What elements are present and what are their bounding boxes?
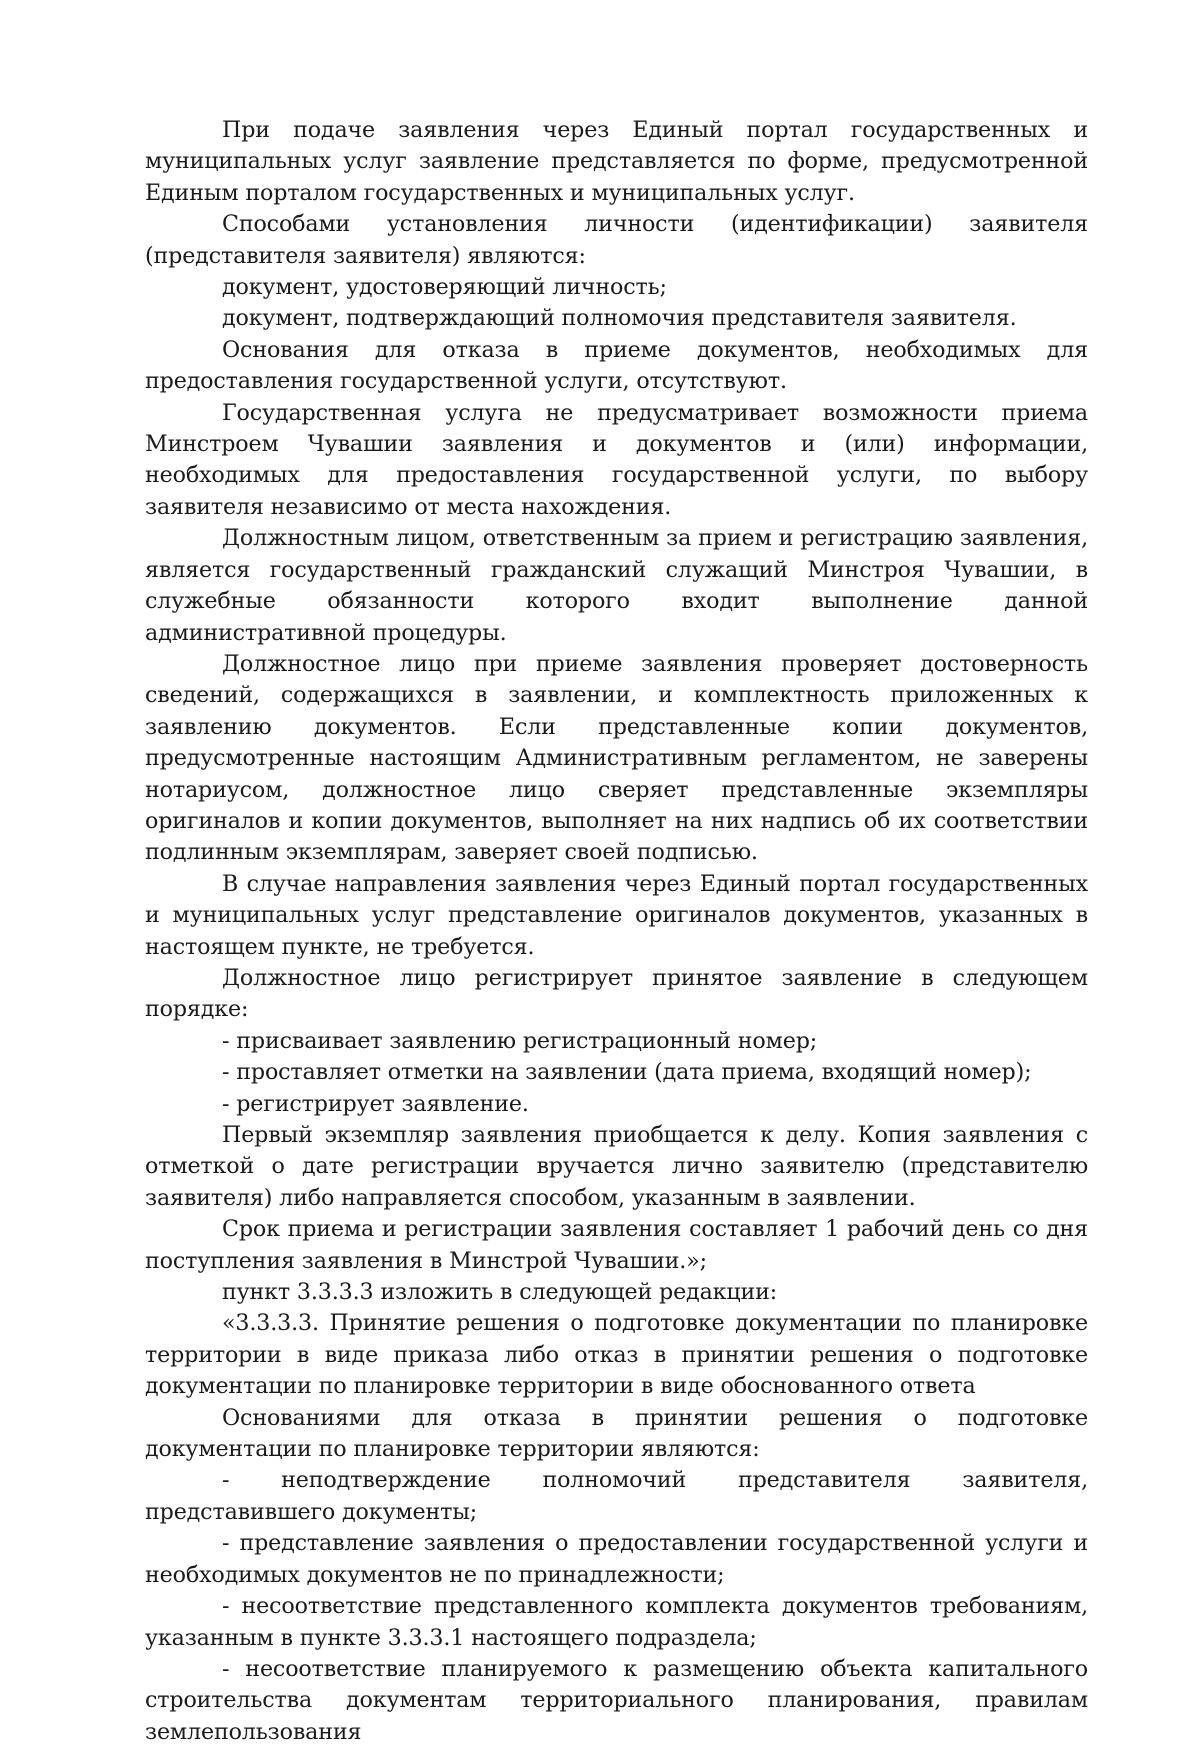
paragraph: Должностное лицо регистрирует принятое заявление в следующем порядке: (145, 964, 1088, 1023)
list-item: - несоответствие планируемого к размещению объекта капитального строительства документам территориального планирования, правилам землепользования (145, 1655, 1088, 1745)
paragraph: пункт 3.3.3.3 изложить в следующей редакции: (222, 1279, 778, 1306)
paragraph: Основания для отказа в приеме документов, необходимых для предоставления государственной услуги, отсутствуют. (145, 336, 1088, 395)
paragraph: В случае направления заявления через Единый портал государственных и муниципальных услуг представление оригиналов документов, указанных в настоящем пункте, не требуется. (145, 870, 1088, 960)
paragraph: Способами установления личности (идентификации) заявителя (представителя заявителя) являются: (145, 211, 1088, 269)
document-body (145, 115, 1088, 1748)
paragraph: Первый экземпляр заявления приобщается к делу. Копия заявления с отметкой о дате регистрации вручается лично заявителю (представителю заявителя) либо направляется способом, указанным в заявлении. (145, 1122, 1088, 1211)
list-item: - представление заявления о предоставлении государственной услуги и необходимых документов не по принадлежности; (145, 1530, 1088, 1588)
paragraph: Основаниями для отказа в принятии решения о подготовке документации по планировке территории являются: (145, 1404, 1088, 1463)
paragraph: Срок приема и регистрации заявления составляет 1 рабочий день со дня поступления заявления в Минстрой Чувашии.»; (145, 1216, 1088, 1274)
paragraph: Государственная услуга не предусматривает возможности приема Минстроем Чувашии заявления и документов и (или) информации, необходимых для предоставления государственной услуги, по выбору заявителя независимо от места нахождения. (145, 399, 1088, 520)
list-item: - неподтверждение полномочий представителя заявителя, представившего документы; (145, 1467, 1088, 1525)
paragraph: документ, подтверждающий полномочия представителя заявителя. (222, 305, 1017, 332)
paragraph: документ, удостоверяющий личность; (222, 274, 667, 301)
list-item: - проставляет отметки на заявлении (дата приема, входящий номер); (222, 1059, 1032, 1086)
list-item: - присваивает заявлению регистрационный номер; (222, 1027, 818, 1054)
list-item: - регистрирует заявление. (222, 1090, 529, 1117)
list-item: - несоответствие представленного комплекта документов требованиям, указанным в пункте 3.3.3.1 настоящего подраздела; (145, 1593, 1088, 1651)
paragraph: Должностным лицом, ответственным за прием и регистрацию заявления, является государственный гражданский служащий Минстроя Чувашии, в служебные обязанности которого входит выполнение данной административной процедуры. (145, 525, 1088, 646)
paragraph: Должностное лицо при приеме заявления проверяет достоверность сведений, содержащихся в заявлении, и комплектность приложенных к заявлению документов. Если представленные копии документов, предусмотренные настоящим Административным регламентом, не заверены нотариусом, должностное лицо сверяет представленные экземпляры оригиналов и копии документов, выполняет на них надпись об их соответствии подлинным экземплярам, заверяет своей подписью. (145, 650, 1088, 866)
paragraph: При подаче заявления через Единый портал государственных и муниципальных услуг заявление представляется по форме, предусмотренной Единым порталом государственных и муниципальных услуг. (145, 117, 1088, 206)
paragraph: «3.3.3.3. Принятие решения о подготовке документации по планировке территории в виде приказа либо отказ в принятии решения о подготовке документации по планировке территории в виде обоснованного ответа (145, 1310, 1088, 1400)
